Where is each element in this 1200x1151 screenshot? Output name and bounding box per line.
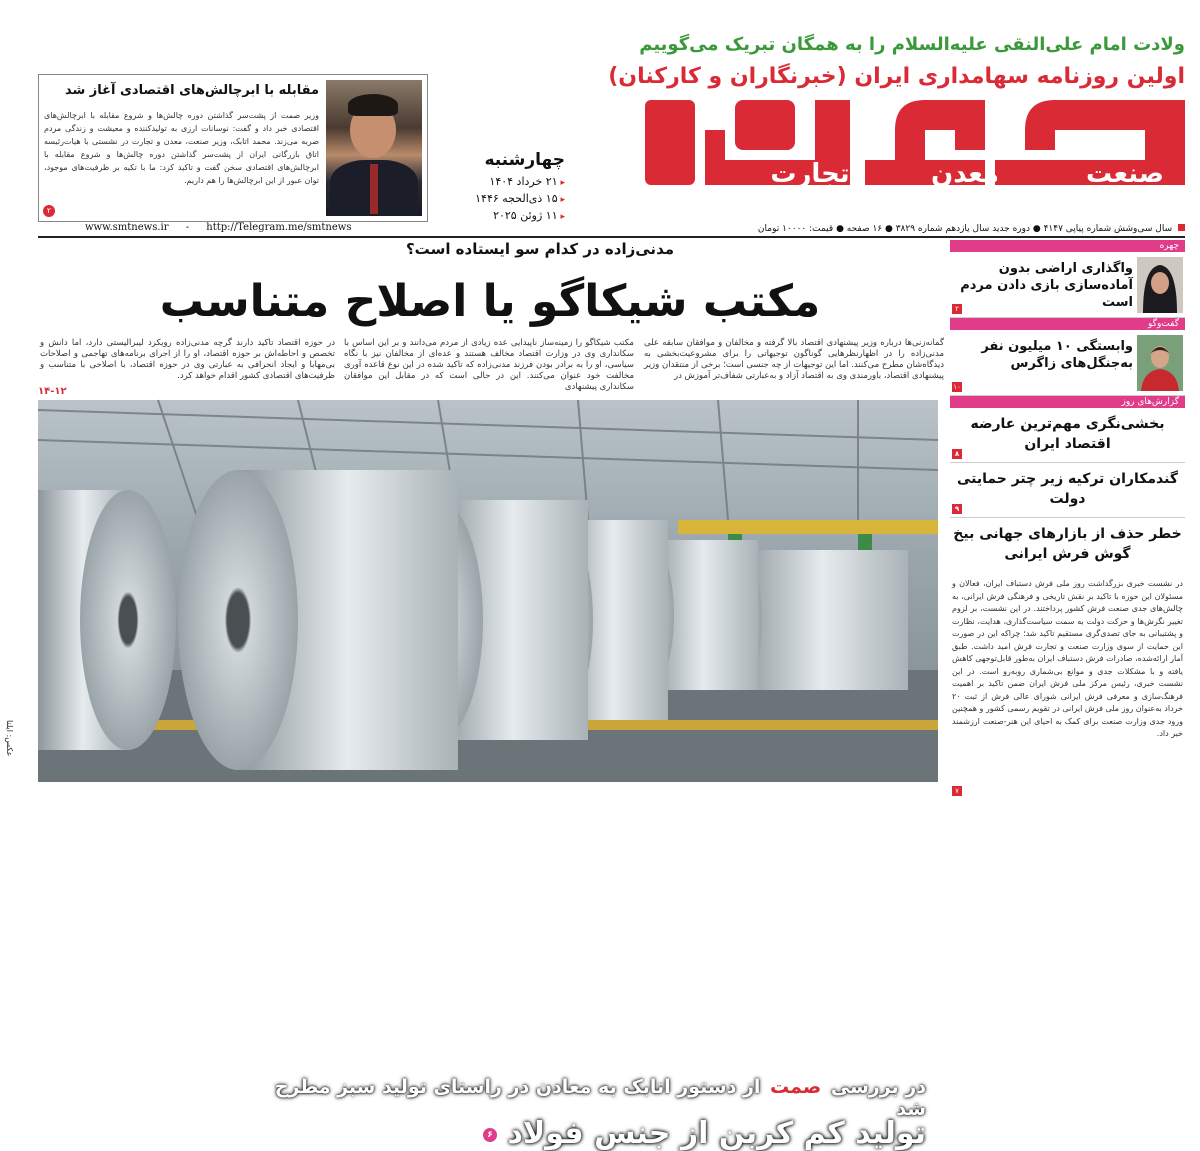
date-lunar: ▸ ۱۵ ذی‌الحجه ۱۴۴۶ (440, 191, 565, 208)
page-number-badge[interactable]: ۲ (43, 205, 55, 217)
edition-dates (440, 150, 565, 225)
article-page-ref[interactable]: ۱۴-۱۲ (38, 386, 67, 397)
page-number-badge[interactable]: ۷ (952, 786, 962, 796)
website-links: www.smtnews.ir - http://Telegram.me/smtnews (85, 222, 352, 233)
lead-story-text: وزیر صمت از پشت‌سر گذاشتن دوره چالش‌ها و شروع مقابله با ابرچالش‌های اقتصادی خبر داد و گفت: نوسانات ارزی به تولیدکننده و معیشت و زندگی مردم ضربه می‌زند. محمد اتابک، وزیر صنعت، معدن و تجارت در نشستی با هیات‌رئیسه اتاق بازرگانی ایران از پشت‌سر گذاشتن دوره چالش‌ها و شروع مقابله با ابرچالش‌های اقتصادی سخن گفت و تاکید کرد: ما با تکیه بر ظرفیت‌های موجود، توان عبور از این ابرچالش‌ها را هم داریم. (44, 111, 319, 185)
lead-story-title[interactable]: مقابله با ابرچالش‌های اقتصادی آغاز شد (64, 83, 319, 98)
photo-caption (266, 1076, 926, 1120)
telegram-url[interactable]: http://Telegram.me/smtnews (206, 222, 352, 233)
date-solar: ▸ ۲۱ خرداد ۱۴۰۴ (440, 174, 565, 191)
minister-portrait (326, 80, 422, 216)
steel-coils-photo (38, 400, 938, 1151)
newspaper-logo[interactable] (585, 90, 1185, 220)
woman-portrait-icon (1137, 257, 1183, 313)
page-number-badge[interactable]: ۱۰ (953, 383, 961, 391)
article-column-1: گمانه‌زنی‌ها درباره وزیر پیشنهادی اقتصاد بالا گرفته و مخالفان و موافقان سابقه علی مدنی‌زاده را در اظهارنظرهایی گوناگون توجیهاتی را برای مشروعیت‌بخشی به دیدگاه‌شان مطرح می‌کنند. اما این توجیهات از چه جنسی است؛ برخی از منتقدان وزیر پیشنهادی اقتصاد، باورمندی وی به اقتصاد آزاد و به‌عبارتی شفاف‌تر آموزش در (644, 338, 944, 381)
photo-headline-text[interactable]: تولید کم کربن از جنس فولاد (507, 1116, 926, 1151)
page-number-badge[interactable]: ۶ (483, 1128, 497, 1142)
main-kicker: مدنی‌زاده در کدام سو ایستاده است؟ (405, 240, 675, 258)
caption-pre: در بررسی (830, 1076, 926, 1098)
caption-brand: صمت (767, 1076, 824, 1098)
story-3-body: در نشست خبری بزرگداشت روز ملی فرش دستباف ایران، فعالان و مسئولان این حوزه با تاکید بر نقش تاریخی و فرهنگی فرش ایرانی، به چالش‌های جدی صنعت فرش کشور پرداختند. در این نشست، بر لزوم تغییر نگرش‌ها و حرکت دولت به سمت سیاست‌گذاری، هدایت، نظارت و پشتیبانی به جای تصدی‌گری مستقیم تاکید شد؛ چراکه این در صورت این حمایت از سوی وزارت صنعت و تجارت فرش امید داشت. طبق آمار ارائه‌شده، صادرات فرش دستباف ایران به‌طور قابل‌توجهی کاهش یافته و با مشکلات جدی و موانع بی‌شماری روبه‌رو است. در این نشست خبری، رئیس مرکز ملی فرش ایران ضمن تاکید بر اهمیت فرهنگ‌سازی و معرفی فرش ایرانی شورای عالی فرش از ثبت ۲۰ خرداد به‌عنوان روز ملی فرش ایرانی در تقویم رسمی کشور و همچنین ورود جدی وزارت صنعت برای کمک به احیای این هنر-صنعت ارزشمند خبر داد. (952, 579, 1183, 738)
edition-day: چهارشنبه (484, 150, 565, 170)
page-number-badge[interactable]: ۸ (952, 449, 962, 459)
page-number-badge[interactable]: ۲ (952, 304, 962, 314)
issue-info-text: سال سی‌وشش شماره پیاپی ۴۱۴۷ ● دوره جدید سال یازدهم شماره ۳۸۲۹ ● ۱۶ صفحه ● قیمت: ۱۰۰۰۰ تومان (757, 224, 1173, 234)
slogan-top: ولادت امام علی‌النقی علیه‌السلام را به همگان تبریک می‌گوییم (639, 34, 1185, 55)
steel-coils-illustration (38, 400, 938, 782)
red-square-icon (1178, 224, 1185, 231)
lead-story-box[interactable] (38, 74, 428, 222)
masthead (440, 0, 1185, 232)
section-tag-interview: گفت‌وگو (950, 318, 1185, 330)
sidebar-story-1[interactable] (950, 408, 1185, 463)
issue-info-strip (440, 222, 1185, 236)
sidebar-interview-item[interactable] (950, 330, 1185, 396)
header-divider (38, 236, 1185, 238)
right-sidebar (950, 240, 1185, 800)
face-headline[interactable]: واگذاری اراضی بدون آماده‌سازی بازی دادن مردم است (960, 261, 1133, 310)
sidebar-face-item[interactable] (950, 252, 1185, 318)
story-2-headline[interactable]: گندمکاران ترکیه زیر چتر حمایتی دولت (956, 471, 1179, 507)
man-portrait-icon (1137, 335, 1183, 391)
logo-tagline-trade: تجارت (770, 159, 850, 189)
main-headline[interactable]: مکتب شیکاگو یا اصلاح متناسب (159, 276, 821, 327)
logo-tagline-industry: صنعت (1086, 159, 1164, 189)
caption-post: از دستور اتابک به معادن در راستای تولید سبز مطرح شد (274, 1076, 926, 1120)
website-url[interactable]: www.smtnews.ir (85, 222, 169, 233)
date-gregorian: ▸ ۱۱ ژوئن ۲۰۲۵ (440, 208, 565, 225)
sidebar-story-3[interactable] (950, 518, 1185, 572)
photo-credit: عکس: ایلنا (5, 720, 14, 757)
photo-headline[interactable] (326, 1116, 926, 1151)
story-3-headline[interactable]: خطر حذف از بازارهای جهانی بیخ گوش فرش ایرانی (953, 526, 1182, 562)
article-column-2: مکتب شیکاگو را زمینه‌ساز ناپیدایی عده زیادی از مردم می‌دانند و بر این اساس با سکانداری وی در وزارت اقتصاد مخالف هستند و عده‌ای از مخالفان نیز با نگاه سیاسی، او را به برادر بودن فرزند مدنی‌زاده که تاکید شده در این نوع قاعده آوری مخالفت خود عنوان می‌کنند. این در حالی است که در مقابل این موافقان سکانداری پیشنهادی (344, 338, 634, 392)
logo-tagline-mining: معدن (931, 159, 999, 189)
slogan-subtitle: اولین روزنامه سهامداری ایران (خبرنگاران و کارکنان) (608, 64, 1185, 89)
sidebar-story-2[interactable] (950, 463, 1185, 518)
interview-headline[interactable]: وابستگی ۱۰ میلیون نفر به‌جنگل‌های زاگرس (981, 339, 1133, 371)
story-1-headline[interactable]: بخشی‌نگری مهم‌ترین عارضه اقتصاد ایران (970, 416, 1165, 452)
page-number-badge[interactable]: ۹ (952, 504, 962, 514)
section-tag-face: چهره (950, 240, 1185, 252)
article-column-3: در حوزه اقتصاد تاکید دارند گرچه مدنی‌زاده رویکرد لیبرالیستی دارد، اما دانش و تخصص و احاطه‌اش بر حوزه اقتصاد، او را از اجرای برنامه‌های تهاجمی و اصلاحات بی‌مهابا و ایجاد انحرافی به عبارتی وی در حوزه اقتصاد، با اصلاحی با متناسب و ظرفیت‌های اقتصادی کشور اقدام خواهد کرد. (40, 338, 335, 381)
section-tag-reports: گزارش‌های روز (950, 396, 1185, 408)
